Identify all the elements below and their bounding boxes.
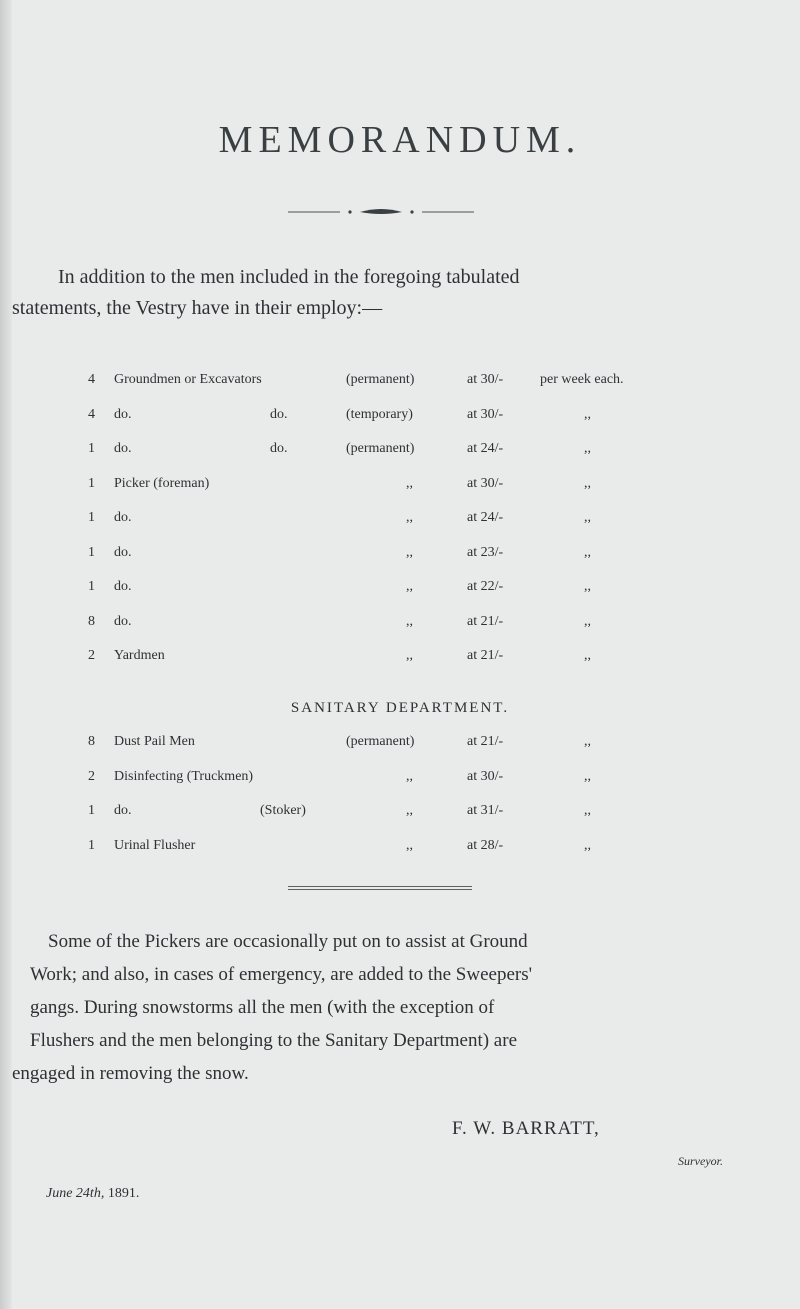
row-period: ,, [584,768,591,784]
row-status: ,, [406,803,413,818]
row-period: ,, [584,475,591,491]
table-row [0,441,800,461]
ornament-divider [288,205,474,219]
divider-rule [288,886,472,890]
row-rate: at 28/- [467,837,504,853]
table-row [0,476,800,496]
table-row [0,372,800,392]
row-period: ,, [584,406,591,422]
row-role: Dust Pail Men [114,734,195,749]
row-count: 1 [88,803,95,818]
row-rate: at 24/- [467,510,504,525]
row-role: Picker (foreman) [114,475,210,491]
row-status: (permanent) [346,372,415,387]
row-count: 2 [88,648,95,663]
table-row [0,803,800,823]
row-rate: at 21/- [467,734,504,749]
row-status: (permanent) [346,734,415,749]
row-count: 1 [88,837,95,853]
row-period: ,, [584,803,591,818]
row-rate: at 31/- [467,803,504,818]
row-period: ,, [584,510,591,525]
row-period: ,, [584,613,591,629]
row-role: do. [114,579,132,594]
row-rate: at 21/- [467,648,504,663]
row-role: do. [114,406,132,422]
row-count: 8 [88,613,95,629]
row-count: 8 [88,734,95,749]
page-title: MEMORANDUM. [218,119,582,161]
row-period: ,, [584,734,591,749]
memo-date [46,1186,139,1202]
row-status: ,, [406,837,413,853]
row-period: ,, [584,837,591,853]
row-role: Groundmen or Excavators [114,372,262,387]
row-status: ,, [406,475,413,491]
row-role: do. [114,441,132,456]
table-row [0,510,800,530]
paragraph-line: Flushers and the men belonging to the Sanitary Department) are [30,1030,518,1051]
row-rate: at 30/- [467,406,504,422]
table-row [0,579,800,599]
row-period: ,, [584,544,591,560]
table-row [0,734,800,754]
row-rate: at 21/- [467,613,504,629]
intro-line-2: statements, the Vestry have in their employ:— [12,297,383,319]
row-role: Urinal Flusher [114,837,196,853]
row-status: ,, [406,579,413,594]
paragraph-line: gangs. During snowstorms all the men (with the exception of [30,997,495,1018]
date-day: June 24th, [46,1186,105,1201]
table-row [0,648,800,668]
table-row [0,407,800,427]
row-count: 1 [88,579,95,594]
row-period: per week each. [540,372,624,387]
table-row [0,614,800,634]
row-role: do. [114,544,132,560]
row-role-ditto: (Stoker) [260,803,306,818]
row-role: do. [114,803,132,818]
intro-line-1: In addition to the men included in the foregoing tabulated [58,266,520,288]
row-count: 4 [88,406,95,422]
row-count: 4 [88,372,95,387]
row-count: 1 [88,475,95,491]
paragraph-line: Work; and also, in cases of emergency, are added to the Sweepers' [30,964,533,985]
table-row [0,545,800,565]
row-period: ,, [584,648,591,663]
row-count: 1 [88,544,95,560]
row-rate: at 24/- [467,441,504,456]
row-status: (temporary) [346,406,413,422]
table-row [0,769,800,789]
signatory-name: F. W. BARRATT, [452,1118,600,1139]
row-role-ditto: do. [270,406,288,422]
row-role: Disinfecting (Truckmen) [114,768,254,784]
row-count: 2 [88,768,95,784]
row-role: Yardmen [114,648,165,663]
row-status: ,, [406,648,413,663]
row-status: ,, [406,510,413,525]
section-title: SANITARY DEPARTMENT. [290,700,510,716]
row-role: do. [114,613,132,629]
paragraph-line: engaged in removing the snow. [12,1063,249,1084]
paragraph-line: Some of the Pickers are occasionally put on to assist at Ground [48,931,528,952]
row-role-ditto: do. [270,441,288,456]
row-period: ,, [584,579,591,594]
signatory-role: Surveyor. [678,1154,723,1168]
row-period: ,, [584,441,591,456]
row-rate: at 22/- [467,579,504,594]
row-rate: at 23/- [467,544,504,560]
table-row [0,838,800,858]
row-rate: at 30/- [467,768,504,784]
row-count: 1 [88,510,95,525]
row-rate: at 30/- [467,475,504,491]
row-rate: at 30/- [467,372,504,387]
row-role: do. [114,510,132,525]
row-status: ,, [406,544,413,560]
row-count: 1 [88,441,95,456]
row-status: (permanent) [346,441,415,456]
row-status: ,, [406,613,413,629]
date-year: 1891. [107,1186,140,1201]
row-status: ,, [406,768,413,784]
